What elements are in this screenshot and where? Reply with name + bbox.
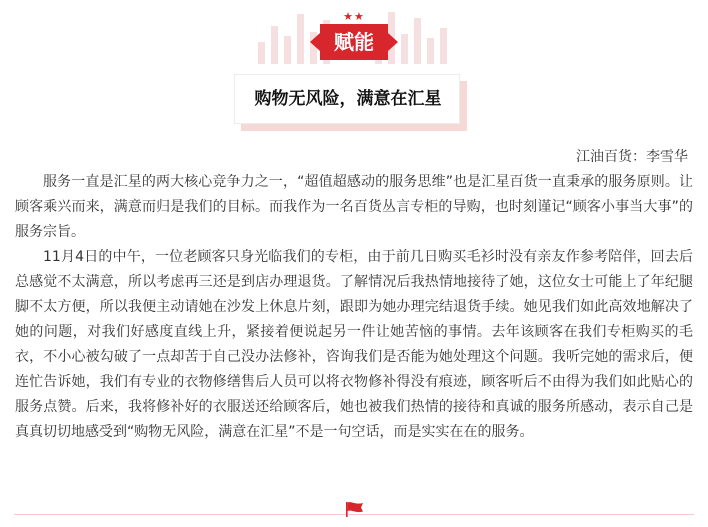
page-title: 购物无风险，满意在汇星 [254, 89, 442, 109]
flag-icon [343, 501, 365, 517]
byline: 江油百货：李雪华 [576, 149, 688, 165]
section-badge [320, 24, 388, 60]
paragraph-1: 服务一直是汇星的两大核心竞争力之一，“超值超感动的服务思维”也是汇星百货一直秉承的服务原则。让顾客乘兴而来，满意而归是我们的目标。而我作为一名百货丛言专柜的导购，也时刻谨记“顾客小事当大事”的服务宗旨。 [15, 174, 693, 240]
stars-decoration: ★★ [343, 10, 365, 23]
paragraph-2: 11月4日的中午，一位老顾客只身光临我们的专柜，由于前几日购买毛衫时没有亲友作参考陪伴，回去后总感觉不太满意，所以考虑再三还是到店办理退货。了解情况后我热情地接待了她，这位女士可能上了年纪腿脚不太方便，所以我便主动请她在沙发上休息片刻，跟即为她办理完结退货手续。她见我们如此高效地解决了她的问题，对我们好感度直线上升，紧接着便说起另一件让她苦恼的事情。去年该顾客在我们专柜购买的毛衣，不小心被勾破了一点却苦于自己没办法修补，咨询我们是否能为她处理这个问题。我听完她的需求后，便连忙告诉她，我们有专业的衣物修缮售后人员可以将衣物修补得没有痕迹，顾客听后不由得为我们如此贴心的服务点赞。后来，我将修补好的衣服送还给顾客后，她也被我们热情的接待和真诚的服务所感动，表示自己是真真切切地感受到“购物无风险，满意在汇星”不是一句空话，而是实实在在的服务。 [15, 249, 693, 440]
article-body [15, 170, 693, 445]
section-badge-label: 赋能 [334, 30, 374, 54]
heading-box [234, 74, 460, 124]
